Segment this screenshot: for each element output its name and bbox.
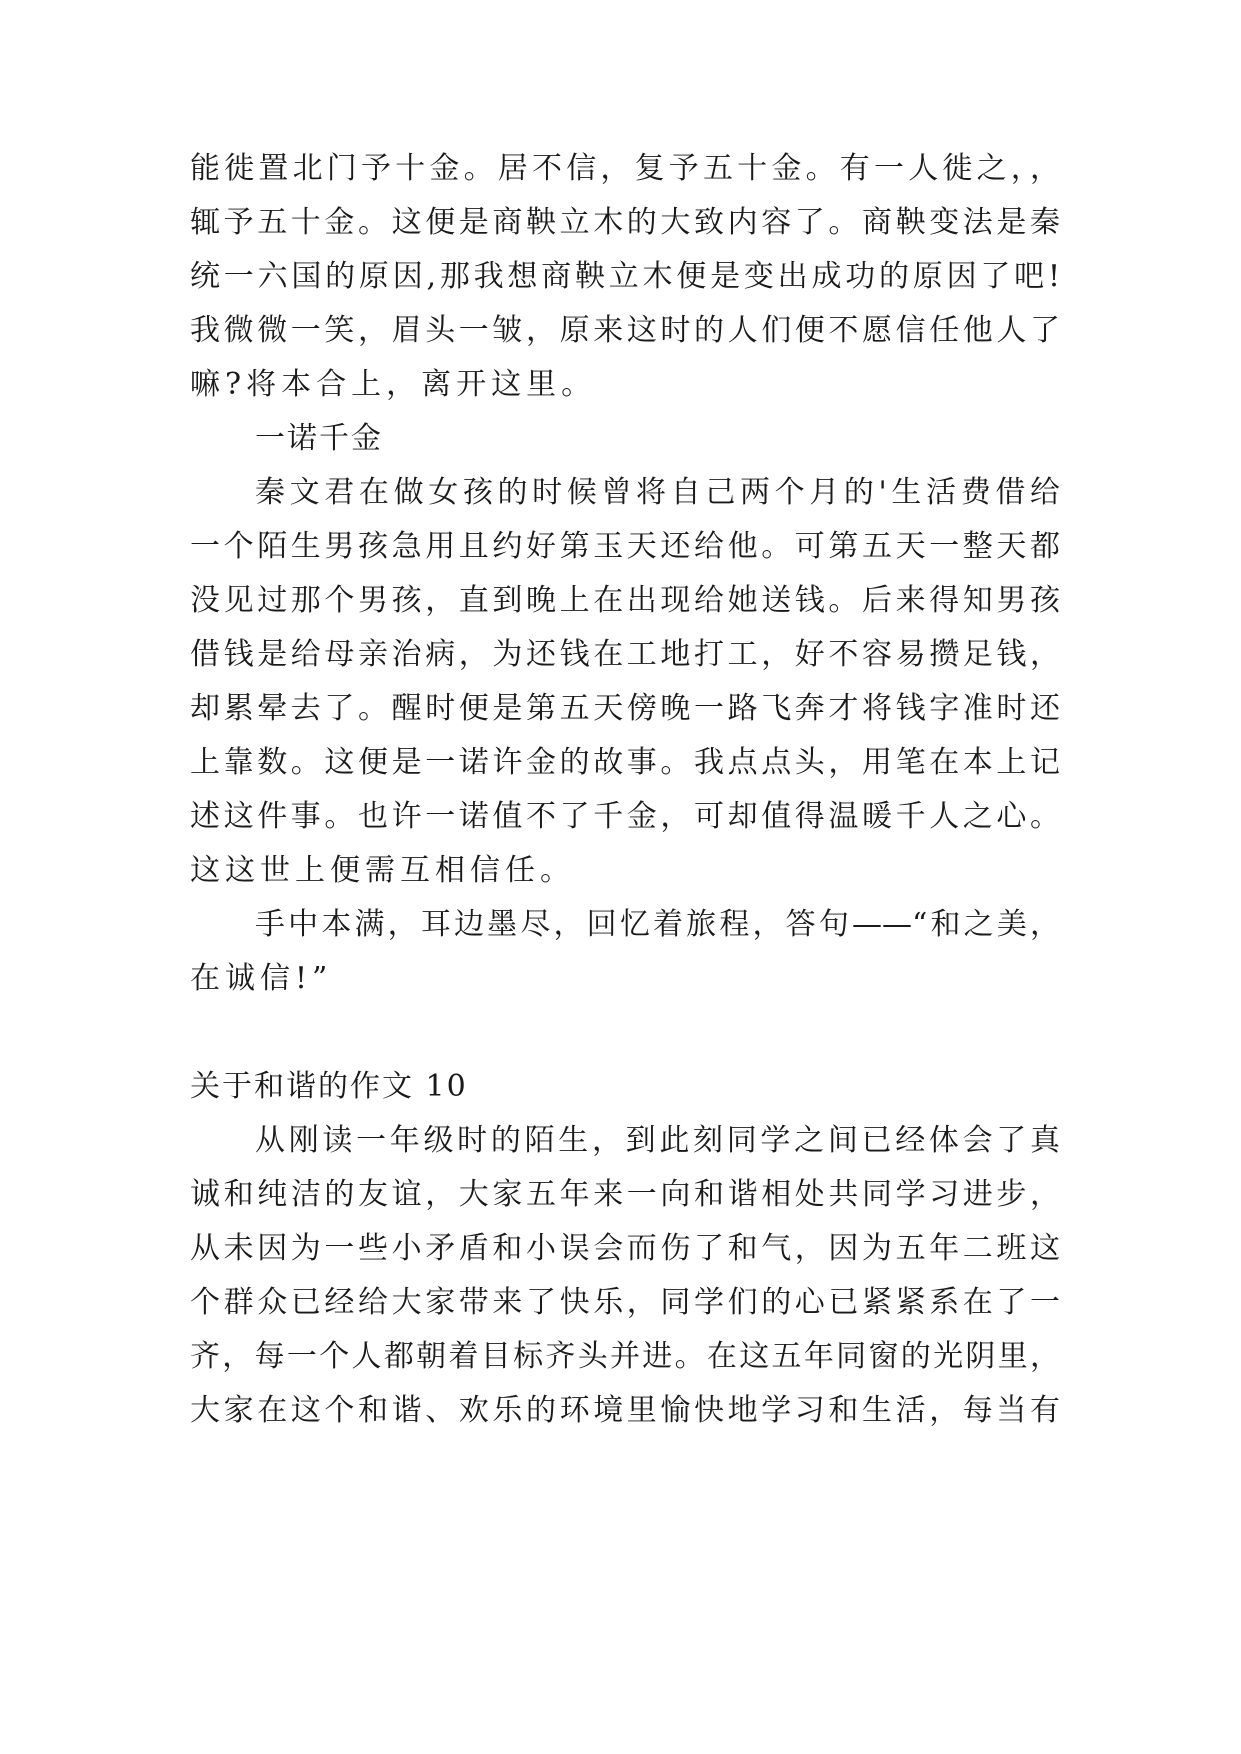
section-heading: 一诺千金 [255, 421, 383, 456]
text-line: 没见过那个男孩，直到晚上在出现给她送钱。后来得知男孩 [190, 583, 1060, 618]
text-line: 嘛?将本合上，离开这里。 [190, 367, 597, 402]
text-line: 大家在这个和谐、欢乐的环境里愉快地学习和生活，每当有 [190, 1393, 1060, 1428]
essay-title: 关于和谐的作文 10 [190, 1069, 468, 1104]
text-line: 却累晕去了。醒时便是第五天傍晚一路飞奔才将钱字准时还 [190, 691, 1060, 726]
text-line: 上靠数。这便是一诺许金的故事。我点点头，用笔在本上记 [190, 745, 1060, 780]
text-line: 从未因为一些小矛盾和小误会而伤了和气，因为五年二班这 [190, 1231, 1060, 1266]
text-line: 这这世上便需互相信任。 [190, 853, 575, 888]
text-line: 从刚读一年级时的陌生，到此刻同学之间已经体会了真 [255, 1123, 1060, 1158]
text-line: 齐，每一个人都朝着目标齐头并进。在这五年同窗的光阴里， [190, 1339, 1060, 1374]
text-line: 在诚信!” [190, 961, 333, 996]
text-line: 统一六国的原因,那我想商鞅立木便是变出成功的原因了吧! [190, 259, 1060, 294]
text-line: 个群众已经给大家带来了快乐，同学们的心已紧紧系在了一 [190, 1285, 1060, 1320]
text-line: 我微微一笑，眉头一皱，原来这时的人们便不愿信任他人了 [190, 313, 1060, 348]
text-line: 秦文君在做女孩的时候曾将自己两个月的'生活费借给 [255, 475, 1060, 510]
text-line: 手中本满，耳边墨尽，回忆着旅程，答句——“和之美， [255, 907, 1060, 942]
text-line: 述这件事。也许一诺值不了千金，可却值得温暖千人之心。 [190, 799, 1060, 834]
text-line: 诚和纯洁的友谊，大家五年来一向和谐相处共同学习进步， [190, 1177, 1060, 1212]
text-line: 能徙置北门予十金。居不信，复予五十金。有一人徙之，， [190, 151, 1060, 186]
text-line: 借钱是给母亲治病，为还钱在工地打工，好不容易攒足钱， [190, 637, 1060, 672]
text-line: 辄予五十金。这便是商鞅立木的大致内容了。商鞅变法是秦 [190, 205, 1060, 240]
text-line: 一个陌生男孩急用且约好第玉天还给他。可第五天一整天都 [190, 529, 1060, 564]
